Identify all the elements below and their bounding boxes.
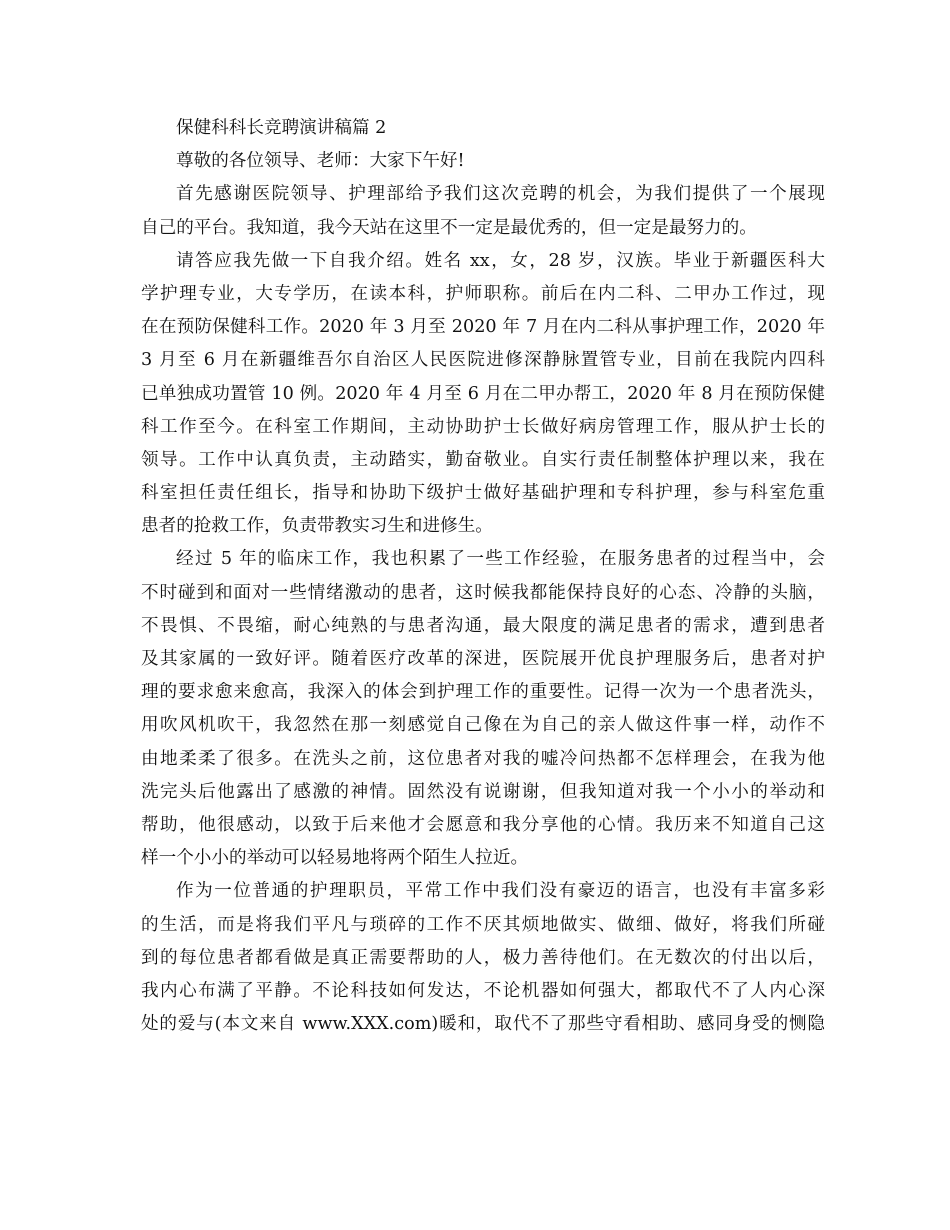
paragraph-line: 科室担任责任组长，指导和协助下级护士做好基础护理和专科护理，参与科室危重 bbox=[141, 483, 825, 504]
paragraph-line: 已单独成功置管 10 例。2020 年 4 月至 6 月在二甲办帮工，2020 年 8 月在预防保健 bbox=[141, 383, 825, 404]
document-page bbox=[141, 112, 825, 1041]
paragraph-line: 请答应我先做一下自我介绍。姓名 xx，女，28 岁，汉族。毕业于新疆医科大 bbox=[176, 250, 825, 271]
paragraph-line: 科工作至今。在科室工作期间，主动协助护士长做好病房管理工作，服从护士长的 bbox=[141, 416, 825, 437]
paragraph-line: 作为一位普通的护理职员，平常工作中我们没有豪迈的语言，也没有丰富多彩 bbox=[176, 881, 825, 902]
paragraph-line: 不畏惧、不畏缩，耐心纯熟的与患者沟通，最大限度的满足患者的需求，遭到患者 bbox=[141, 615, 825, 636]
paragraph-line: 经过 5 年的临床工作，我也积累了一些工作经验，在服务患者的过程当中，会 bbox=[176, 549, 825, 570]
paragraph-line: 帮助，他很感动，以致于后来他才会愿意和我分享他的心情。我历来不知道自己这 bbox=[141, 814, 825, 835]
document-title: 保健科科长竞聘演讲稿篇 2 bbox=[176, 118, 387, 138]
paragraph-line: 到的每位患者都看做是真正需要帮助的人，极力善待他们。在无数次的付出以后， bbox=[141, 947, 825, 968]
paragraph-line: 我内心布满了平静。不论科技如何发达，不论机器如何强大，都取代不了人内心深 bbox=[141, 980, 825, 1001]
paragraph-line: 学护理专业，大专学历，在读本科，护师职称。前后在内二科、二甲办工作过，现 bbox=[141, 283, 825, 304]
paragraph-line: 3 月至 6 月在新疆维吾尔自治区人民医院进修深静脉置管专业，目前在我院内四科 bbox=[141, 350, 825, 371]
paragraph-line: 自己的平台。我知道，我今天站在这里不一定是最优秀的，但一定是最努力的。 bbox=[141, 217, 757, 238]
paragraph-line: 及其家属的一致好评。随着医疗改革的深进，医院展开优良护理服务后，患者对护 bbox=[141, 649, 825, 669]
paragraph-line: 用吹风机吹干，我忽然在那一刻感觉自己像在为自己的亲人做这件事一样，动作不 bbox=[141, 715, 825, 736]
paragraph-line: 样一个小小的举动可以轻易地将两个陌生人拉近。 bbox=[141, 848, 529, 869]
paragraph-line: 患者的抢救工作，负责带教实习生和进修生。 bbox=[141, 516, 493, 537]
paragraph-line: 洗完头后他露出了感激的神情。固然没有说谢谢，但我知道对我一个小小的举动和 bbox=[141, 781, 825, 802]
paragraph-line: 处的爱与(本文来自 www.XXX.com)暖和，取代不了那些守看相助、感同身受的恻隐 bbox=[141, 1014, 825, 1035]
paragraph-line: 在在预防保健科工作。2020 年 3 月至 2020 年 7 月在内二科从事护理工作，2020 年 bbox=[141, 317, 825, 338]
paragraph-line: 理的要求愈来愈高，我深入的体会到护理工作的重要性。记得一次为一个患者洗头， bbox=[141, 682, 825, 703]
salutation: 尊敬的各位领导、老师：大家下午好! bbox=[176, 151, 465, 172]
paragraph-line: 首先感谢医院领导、护理部给予我们这次竞聘的机会，为我们提供了一个展现 bbox=[176, 184, 825, 205]
paragraph-line: 的生活，而是将我们平凡与琐碎的工作不厌其烦地做实、做细、做好，将我们所碰 bbox=[141, 914, 825, 935]
paragraph-line: 不时碰到和面对一些情绪激动的患者，这时候我都能保持良好的心态、冷静的头脑， bbox=[141, 582, 825, 603]
paragraph-line: 由地柔柔了很多。在洗头之前，这位患者对我的嘘冷问热都不怎样理会，在我为他 bbox=[141, 748, 825, 769]
paragraph-line: 领导。工作中认真负责，主动踏实，勤奋敬业。自实行责任制整体护理以来，我在 bbox=[141, 449, 825, 470]
